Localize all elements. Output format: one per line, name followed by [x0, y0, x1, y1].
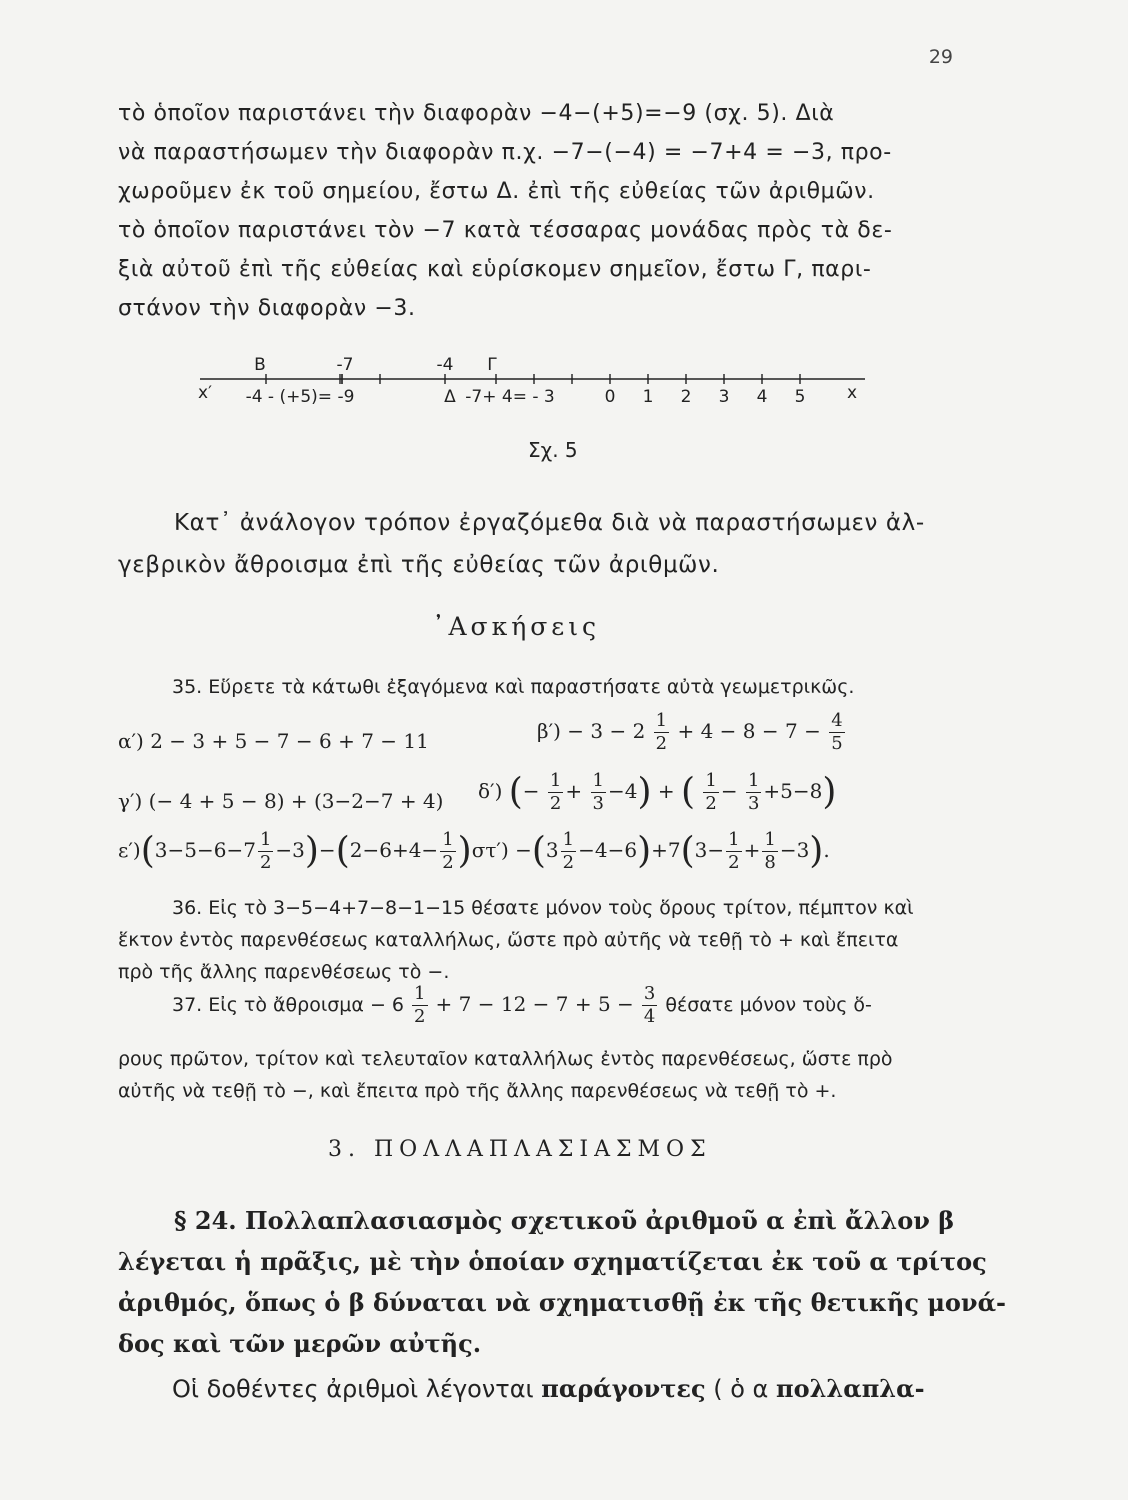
fraction: $\frac{1}{2}$ [414, 983, 426, 1027]
number-line-bottom-label: 3 [718, 387, 730, 407]
number-line-bottom-label: x′ [198, 383, 212, 403]
number-line-top-label: B [254, 355, 266, 375]
last-line: Οἱ δοθέντες ἀριθμοὶ λέγονται παράγοντες ( ὁ α πολλαπλα- [172, 1374, 925, 1403]
intro-line-5: ξιὰ αὐτοῦ ἐπὶ τῆς εὐθείας καὶ εὑρίσκομεν σημεῖον, ἔστω Γ, παρι- [118, 257, 872, 282]
figure-caption: Σχ. 5 [528, 438, 578, 462]
number-line-bottom-label: 2 [680, 387, 692, 407]
number-line-bottom-label: 1 [642, 387, 654, 407]
fraction: $\frac{1}{2}$ [562, 829, 575, 873]
analog-line-2: γεβρικὸν ἄθροισμα ἐπὶ τῆς εὐθείας τῶν ἀριθμῶν. [118, 552, 720, 578]
exercise-35-g: γ′) (− 4 + 5 − 8) + (3−2−7 + 4) [118, 789, 444, 813]
definition-line-1: § 24. Πολλαπλασιασμὸς σχετικοῦ ἀριθμοῦ α ἐπὶ ἄλλον β [174, 1206, 955, 1235]
number-line-bottom-label: Δ [444, 387, 456, 407]
intro-line-6: στάνον τὴν διαφορὰν −3. [118, 296, 416, 321]
exercise-35-text: 35. Εὕρετε τὰ κάτωθι ἐξαγόμενα καὶ παραστήσατε αὐτὰ γεωμετρικῶς. [172, 676, 855, 698]
fraction: $\frac{4}{5}$ [831, 710, 843, 754]
exercise-36-line-2: ἕκτον ἐντὸς παρενθέσεως καταλλήλως, ὥστε πρὸ αὐτῆς νὰ τεθῇ τὸ + καὶ ἔπειτα [118, 929, 899, 951]
number-line-bottom-label: 4 [756, 387, 768, 407]
number-line-figure [0, 350, 1128, 430]
fraction: $\frac{1}{3}$ [747, 770, 760, 814]
intro-line-2: νὰ παραστήσωμεν τὴν διαφορὰν π.χ. −7−(−4) = −7+4 = −3, προ- [118, 140, 892, 165]
definition-line-4: δος καὶ τῶν μερῶν αὐτῆς. [118, 1329, 482, 1358]
exercise-35-e-st: ε′)(3−5−6−7 $\frac{1}{2}$ −3)−(2−6+4− $\frac{1}{2}$ )στ′) −(3 $\frac{1}{2}$ −4−6)+7(3− $\frac{1}{2}$ + $\frac{1}{8}$ −3). [118, 829, 830, 873]
exercise-36-line-3: πρὸ τῆς ἄλλης παρενθέσεως τὸ −. [118, 961, 450, 983]
number-line-bottom-label: -7+ 4= - 3 [465, 387, 555, 407]
fraction: $\frac{1}{2}$ [442, 829, 454, 873]
fraction: $\frac{1}{2}$ [259, 829, 272, 873]
definition-line-3: ἀριθμός, ὅπως ὁ β δύναται νὰ σχηματισθῇ ἐκ τῆς θετικῆς μονά- [118, 1288, 1006, 1317]
fraction: $\frac{1}{2}$ [655, 710, 668, 754]
page-number: 29 [928, 46, 953, 68]
number-line-bottom-label: x [846, 383, 858, 403]
analog-line-1: Κατ᾽ ἀνάλογον τρόπον ἐργαζόμεθα διὰ νὰ παραστήσωμεν ἀλ- [174, 510, 925, 536]
intro-line-1: τὸ ὁποῖον παριστάνει τὴν διαφορὰν −4−(+5)=−9 (σχ. 5). Διὰ [118, 101, 835, 126]
number-line-top-label: -7 [336, 355, 354, 375]
number-line-top-label: -4 [436, 355, 454, 375]
exercise-37-line-2: ρους πρῶτον, τρίτον καὶ τελευταῖον καταλλήλως ἐντὸς παρενθέσεως, ὥστε πρὸ [118, 1048, 893, 1070]
exercise-35-b: β′) − 3 − 2 $\frac{1}{2}$ + 4 − 8 − 7 − $\frac{4}{5}$ [537, 710, 843, 754]
fraction: $\frac{1}{8}$ [764, 829, 776, 873]
section-title: 3. ΠΟΛΛΑΠΛΑΣΙΑΣΜΟΣ [328, 1137, 712, 1162]
exercise-37-line-1: 37. Εἰς τὸ ἄθροισμα − 6 $\frac{1}{2}$ + 7 − 12 − 7 + 5 − $\frac{3}{4}$ θέσατε μόνον τοὺς ὅ- [172, 983, 872, 1027]
fraction: $\frac{1}{2}$ [728, 829, 740, 873]
number-line-top-label: Γ [487, 355, 497, 375]
definition-line-2: λέγεται ἡ πρᾶξις, μὲ τὴν ὁποίαν σχηματίζεται ἐκ τοῦ α τρίτος [118, 1247, 987, 1276]
exercise-37-line-3: αὐτῆς νὰ τεθῇ τὸ −, καὶ ἔπειτα πρὸ τῆς ἄλλης παρενθέσεως νὰ τεθῇ τὸ +. [118, 1080, 837, 1102]
fraction: $\frac{3}{4}$ [643, 983, 656, 1027]
intro-line-4: τὸ ὁποῖον παριστάνει τὸν −7 κατὰ τέσσαρας μονάδας πρὸς τὰ δε- [118, 218, 893, 243]
intro-line-3: χωροῦμεν ἐκ τοῦ σημείου, ἔστω Δ. ἐπὶ τῆς εὐθείας τῶν ἀριθμῶν. [118, 179, 875, 204]
number-line-bottom-label: -4 - (+5)= -9 [245, 387, 355, 407]
number-line-bottom-label: 5 [794, 387, 806, 407]
exercise-35-d: δ′) (− $\frac{1}{2}$ + $\frac{1}{3}$ −4) + ( $\frac{1}{2}$ − $\frac{1}{3}$ +5−8) [478, 770, 837, 814]
fraction: $\frac{1}{2}$ [705, 770, 717, 814]
exercise-35-a: α′) 2 − 3 + 5 − 7 − 6 + 7 − 11 [118, 729, 429, 753]
exercises-heading: ᾽Ασκήσεις [432, 612, 601, 641]
fraction: $\frac{1}{3}$ [592, 770, 604, 814]
fraction: $\frac{1}{2}$ [549, 770, 562, 814]
number-line-bottom-label: 0 [604, 387, 616, 407]
exercise-36-line-1: 36. Εἰς τὸ 3−5−4+7−8−1−15 θέσατε μόνον τοὺς ὅρους τρίτον, πέμπτον καὶ [172, 897, 914, 919]
